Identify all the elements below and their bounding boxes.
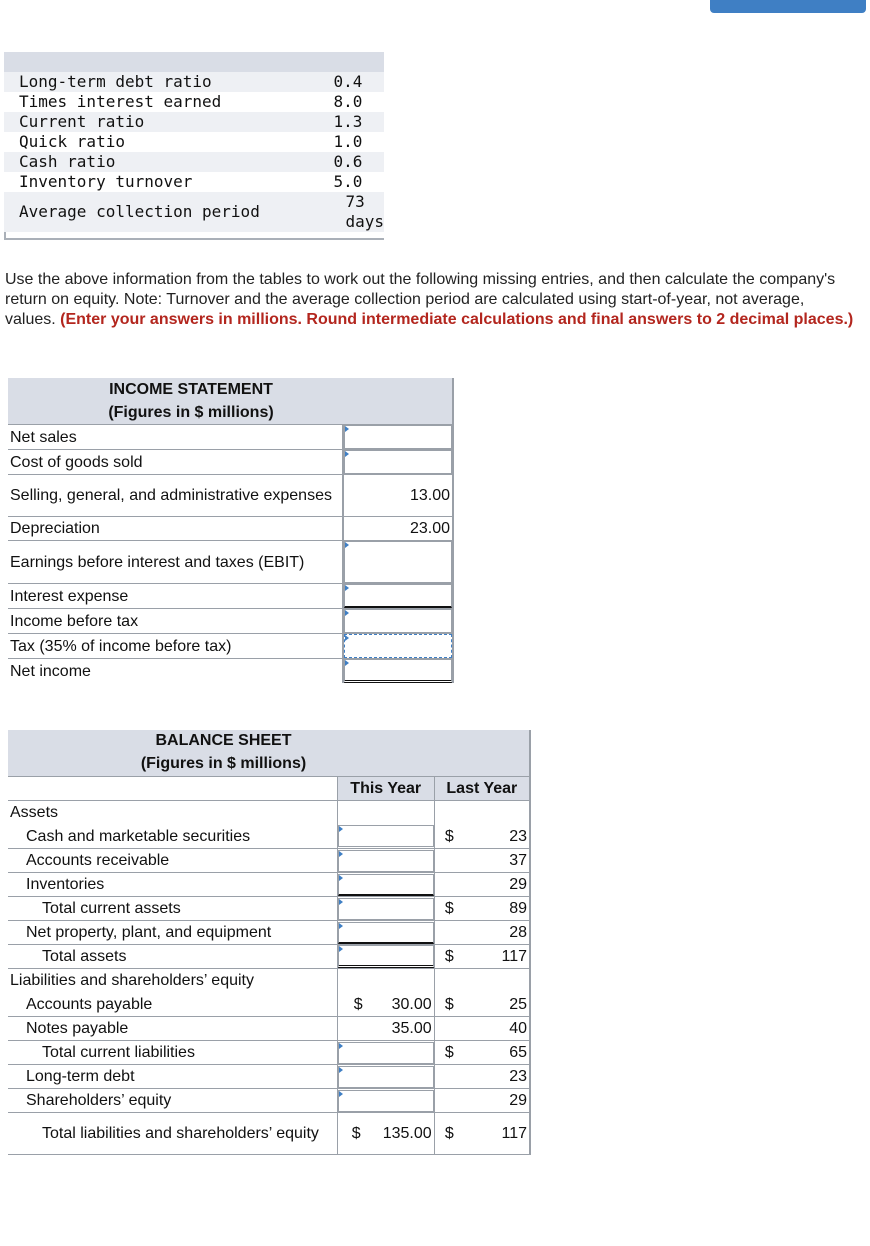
sga-value: 13.00 (343, 475, 453, 517)
income-row (8, 609, 453, 634)
last-year-value: 37 (464, 849, 530, 873)
ppe-input[interactable] (338, 922, 434, 944)
net-sales-input[interactable] (344, 425, 452, 449)
last-year-value: 40 (464, 1017, 530, 1041)
col-last-year: Last Year (434, 777, 530, 801)
ratio-label: Inventory turnover (19, 172, 193, 191)
balance-row (8, 1017, 530, 1041)
last-year-value: 65 (464, 1041, 530, 1065)
income-row-label: Selling, general, and administrative expenses (8, 475, 343, 517)
ratio-value: 0.4 (333, 72, 363, 91)
depreciation-value: 23.00 (343, 517, 453, 541)
last-year-value: 29 (464, 1089, 530, 1113)
ratio-row (4, 132, 384, 152)
balance-row-label: Total liabilities and shareholders’ equity (8, 1113, 337, 1155)
notes-payable-value: 35.00 (337, 1017, 434, 1041)
currency-symbol: $ (444, 900, 454, 917)
income-statement-title: INCOME STATEMENT (8, 378, 453, 401)
instructions-text: Use the above information from the tables to work out the following missing entries, and then calculate the company's return on equity. Note: Turnover and the average collection period are calculated using start-of-year, not average, values. (5, 271, 836, 328)
income-row-label: Tax (35% of income before tax) (8, 634, 343, 659)
ratio-label: Cash ratio (19, 152, 116, 171)
income-row-label: Net income (8, 659, 343, 684)
ratio-row (4, 152, 384, 172)
balance-row-label: Shareholders’ equity (8, 1089, 337, 1113)
balance-row-label: Long-term debt (8, 1065, 337, 1089)
total-current-assets-input[interactable] (338, 898, 434, 920)
assets-heading: Assets (8, 801, 337, 825)
income-row-label: Cost of goods sold (8, 450, 343, 475)
income-statement-subtitle: (Figures in $ millions) (8, 401, 453, 425)
liabilities-heading: Liabilities and shareholders’ equity (8, 969, 337, 993)
balance-row (8, 849, 530, 873)
balance-row (8, 1041, 530, 1065)
balance-row-label: Total current liabilities (8, 1041, 337, 1065)
ratio-row (4, 192, 384, 232)
income-row (8, 584, 453, 609)
instructions-emphasis: (Enter your answers in millions. Round intermediate calculations and final answers to 2 decimal places.) (60, 311, 854, 328)
balance-row-label: Total assets (8, 945, 337, 969)
balance-row (8, 1065, 530, 1089)
cogs-input[interactable] (344, 450, 452, 474)
balance-row-label: Notes payable (8, 1017, 337, 1041)
last-year-value: 117 (464, 945, 530, 969)
interest-expense-input[interactable] (344, 584, 452, 608)
balance-row (8, 993, 530, 1017)
balance-row (8, 873, 530, 897)
last-year-value: 23 (464, 825, 530, 849)
balance-sheet-subtitle: (Figures in $ millions) (8, 752, 530, 777)
balance-row (8, 897, 530, 921)
accounts-payable-value: $ 30.00 (337, 993, 434, 1017)
balance-row (8, 945, 530, 969)
income-row-label: Interest expense (8, 584, 343, 609)
total-current-liabilities-input[interactable] (338, 1042, 434, 1064)
balance-row-label: Accounts receivable (8, 849, 337, 873)
income-row (8, 475, 453, 517)
balance-row-label: Total current assets (8, 897, 337, 921)
currency-symbol: $ (444, 995, 454, 1013)
col-this-year: This Year (337, 777, 434, 801)
ratio-table-header (4, 52, 384, 72)
income-row (8, 634, 453, 659)
last-year-value: 28 (464, 921, 530, 945)
ratio-value: 73 days (345, 192, 384, 231)
ratio-row (4, 72, 384, 92)
net-income-input[interactable] (344, 659, 452, 683)
balance-row (8, 1113, 530, 1155)
currency-symbol: $ (444, 827, 454, 845)
income-statement-table (8, 378, 454, 683)
instructions (5, 270, 855, 330)
balance-row (8, 921, 530, 945)
last-year-value: 117 (464, 1113, 530, 1155)
balance-row-label: Cash and marketable securities (8, 825, 337, 849)
income-row-label: Net sales (8, 425, 343, 450)
last-year-value: 25 (464, 993, 530, 1017)
ratio-value: 1.3 (333, 112, 363, 131)
income-row-label: Income before tax (8, 609, 343, 634)
ratio-label: Quick ratio (19, 132, 125, 151)
last-year-value: 89 (464, 897, 530, 921)
income-before-tax-input[interactable] (344, 609, 452, 633)
currency-symbol: $ (444, 948, 454, 965)
long-term-debt-input[interactable] (338, 1066, 434, 1088)
currency-symbol: $ (353, 995, 363, 1013)
balance-row-label: Net property, plant, and equipment (8, 921, 337, 945)
cash-input[interactable] (338, 825, 434, 847)
ebit-input[interactable] (344, 541, 452, 583)
ratio-label: Long-term debt ratio (19, 72, 212, 91)
balance-sheet-title: BALANCE SHEET (8, 730, 530, 752)
ratio-row (4, 92, 384, 112)
balance-row-label: Accounts payable (8, 993, 337, 1017)
total-liabilities-equity-value: $ 135.00 (337, 1113, 434, 1155)
total-assets-input[interactable] (338, 945, 434, 968)
inventories-input[interactable] (338, 874, 434, 896)
ratio-table (4, 52, 384, 240)
ratio-value: 1.0 (333, 132, 363, 151)
shareholders-equity-input[interactable] (338, 1090, 434, 1112)
balance-row-label: Inventories (8, 873, 337, 897)
income-row (8, 659, 453, 684)
ratio-value: 8.0 (333, 92, 363, 111)
ratio-label: Current ratio (19, 112, 145, 131)
receivables-input[interactable] (338, 850, 434, 872)
tax-input[interactable] (344, 634, 452, 658)
balance-row (8, 1089, 530, 1113)
balance-row (8, 825, 530, 849)
balance-sheet-table (8, 730, 531, 1155)
income-row (8, 425, 453, 450)
currency-symbol: $ (351, 1125, 361, 1142)
income-row-label: Depreciation (8, 517, 343, 541)
ratio-value: 5.0 (333, 172, 363, 191)
ratio-table-footer (4, 232, 384, 240)
income-row-label: Earnings before interest and taxes (EBIT) (8, 541, 343, 584)
ratio-label: Average collection period (19, 202, 260, 221)
income-row (8, 541, 453, 584)
ratio-row (4, 172, 384, 192)
top-action-button[interactable] (710, 0, 866, 13)
last-year-value: 29 (464, 873, 530, 897)
last-year-value: 23 (464, 1065, 530, 1089)
ratio-row (4, 112, 384, 132)
income-row (8, 517, 453, 541)
currency-symbol: $ (444, 1044, 454, 1061)
income-row (8, 450, 453, 475)
currency-symbol: $ (444, 1125, 454, 1142)
ratio-value: 0.6 (333, 152, 363, 171)
ratio-label: Times interest earned (19, 92, 222, 111)
